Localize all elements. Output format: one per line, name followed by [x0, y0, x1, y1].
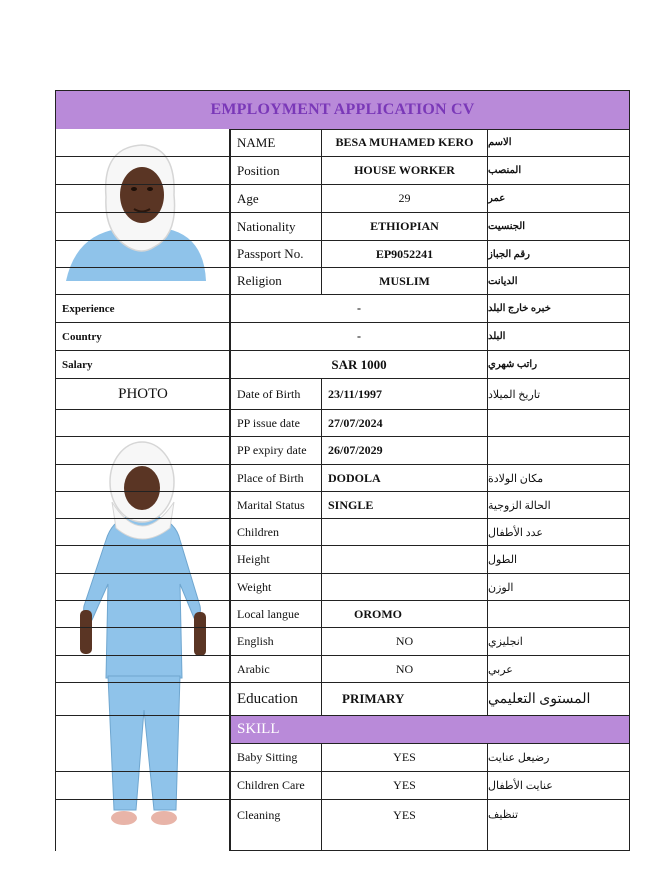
salary-label: Salary [62, 358, 93, 371]
place-of-birth-value: DODOLA [321, 465, 487, 491]
experience-arabic: خبره خارج البلد [487, 295, 629, 322]
religion-value: MUSLIM [321, 268, 487, 294]
row-skill-children-care [56, 772, 629, 800]
position-value: HOUSE WORKER [321, 157, 487, 184]
nationality-label: Nationality [230, 213, 321, 240]
religion-arabic: الديانت [487, 268, 629, 294]
pp-issue-value: 27/07/2024 [321, 410, 487, 436]
skill-cleaning-label: Cleaning [230, 800, 321, 850]
children-arabic: عدد الأطفال [487, 519, 629, 545]
skill-header: SKILL [230, 716, 629, 743]
row-dob [56, 379, 629, 410]
skill-children-care-arabic: عنايت الأطفال [487, 772, 629, 799]
weight-value [321, 574, 487, 600]
cv-sheet [55, 90, 630, 851]
pp-expiry-value: 26/07/2029 [321, 437, 487, 464]
name-label: NAME [230, 129, 321, 156]
nationality-value: ETHIOPIAN [321, 213, 487, 240]
dob-arabic: تاريخ الميلاد [487, 379, 629, 409]
skill-baby-sitting-arabic: رضيعل عنايت [487, 744, 629, 771]
place-of-birth-arabic: مكان الولادة [487, 465, 629, 491]
nationality-arabic: الجنسيت [487, 213, 629, 240]
religion-label: Religion [230, 268, 321, 294]
local-language-label: Local langue [230, 601, 321, 627]
arabic-arabic: عربي [487, 656, 629, 682]
row-children [56, 519, 629, 546]
dob-value: 23/11/1997 [321, 379, 487, 409]
row-arabic [56, 656, 629, 683]
weight-arabic: الوزن [487, 574, 629, 600]
row-country [56, 323, 629, 351]
experience-value: - [230, 295, 487, 322]
row-experience [56, 295, 629, 323]
row-religion [56, 268, 629, 295]
salary-arabic: راتب شهري [487, 351, 629, 378]
skill-children-care-value: YES [321, 772, 487, 799]
salary-value: SAR 1000 [230, 351, 487, 378]
row-marital-status [56, 492, 629, 519]
english-value: NO [321, 628, 487, 655]
country-arabic: البلد [487, 323, 629, 350]
row-skill-header [230, 716, 629, 744]
education-value: PRIMARY [321, 683, 487, 715]
experience-label: Experience [62, 302, 115, 315]
country-value: - [230, 323, 487, 350]
row-age [56, 185, 629, 213]
skill-baby-sitting-label: Baby Sitting [230, 744, 321, 771]
passport-arabic: رقم الجباز [487, 241, 629, 267]
name-value: BESA MUHAMED KERO [321, 129, 487, 156]
education-arabic: المستوى التعليمي [487, 683, 629, 715]
position-label: Position [230, 157, 321, 184]
row-pp-expiry [56, 437, 629, 465]
passport-label: Passport No. [230, 241, 321, 267]
row-nationality [56, 213, 629, 241]
pp-issue-arabic [487, 410, 629, 436]
children-label: Children [230, 519, 321, 545]
row-passport [56, 241, 629, 268]
place-of-birth-label: Place of Birth [230, 465, 321, 491]
local-language-value: OROMO [321, 601, 487, 627]
age-label: Age [230, 185, 321, 212]
weight-label: Weight [230, 574, 321, 600]
row-local-language [56, 601, 629, 628]
marital-status-value: SINGLE [321, 492, 487, 518]
age-value: 29 [321, 185, 487, 212]
row-skill-baby-sitting [56, 744, 629, 772]
height-value [321, 546, 487, 573]
row-skill-cleaning [56, 800, 629, 850]
country-label: Country [62, 330, 102, 343]
marital-status-label: Marital Status [230, 492, 321, 518]
age-arabic: عمر [487, 185, 629, 212]
height-arabic: الطول [487, 546, 629, 573]
position-arabic: المنصب [487, 157, 629, 184]
education-label: Education [230, 683, 321, 715]
row-weight [56, 574, 629, 601]
row-position [56, 157, 629, 185]
local-language-arabic [487, 601, 629, 627]
skill-cleaning-arabic: تنظيف [487, 800, 629, 850]
cv-title: EMPLOYMENT APPLICATION CV [56, 91, 629, 130]
skill-children-care-label: Children Care [230, 772, 321, 799]
row-place-of-birth [56, 465, 629, 492]
row-name [56, 129, 629, 157]
english-arabic: انجليزي [487, 628, 629, 655]
skill-baby-sitting-value: YES [321, 744, 487, 771]
photo-column-divider [229, 129, 230, 851]
dob-label: Date of Birth [230, 379, 321, 409]
pp-expiry-label: PP expiry date [230, 437, 321, 464]
photo-label: PHOTO [118, 385, 168, 402]
row-education [56, 683, 629, 716]
children-value [321, 519, 487, 545]
marital-status-arabic: الحالة الزوجية [487, 492, 629, 518]
row-salary [56, 351, 629, 379]
height-label: Height [230, 546, 321, 573]
english-label: English [230, 628, 321, 655]
arabic-label: Arabic [230, 656, 321, 682]
passport-value: EP9052241 [321, 241, 487, 267]
name-arabic: الاسم [487, 129, 629, 156]
pp-expiry-arabic [487, 437, 629, 464]
row-english [56, 628, 629, 656]
skill-cleaning-value: YES [321, 800, 487, 850]
row-height [56, 546, 629, 574]
pp-issue-label: PP issue date [230, 410, 321, 436]
row-pp-issue [56, 410, 629, 437]
arabic-value: NO [321, 656, 487, 682]
